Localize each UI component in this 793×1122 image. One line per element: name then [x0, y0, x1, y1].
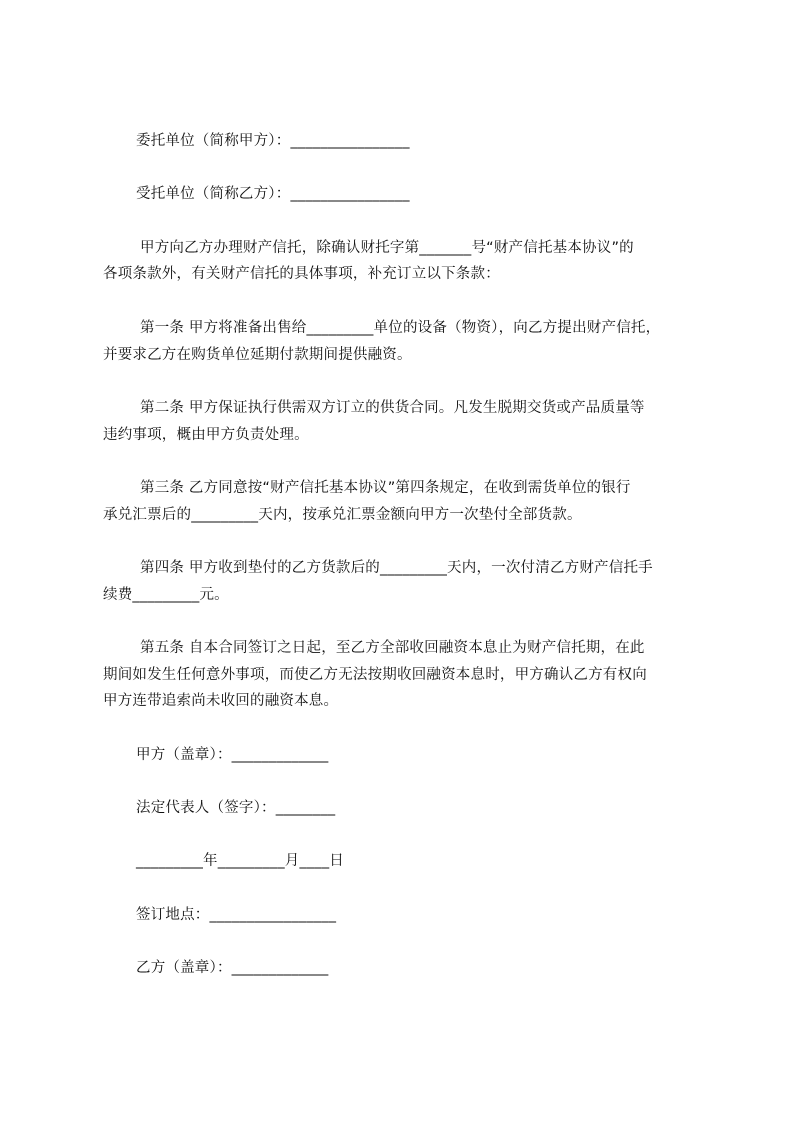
party-a-seal-line: 甲方（盖章）：_____________ [136, 747, 329, 763]
article-2-line-1: 第二条 甲方保证执行供需双方订立的供货合同。凡发生脱期交货或产品质量等 [140, 400, 645, 416]
article-5-line-3: 甲方连带追索尚未收回的融资本息。 [103, 693, 339, 709]
place-line: 签订地点：_________________ [136, 907, 337, 923]
article-2-line-2: 违约事项，概由甲方负责处理。 [103, 427, 309, 443]
intro-line-2: 各项条款外，有关财产信托的具体事项，补充订立以下条款： [103, 266, 500, 282]
article-3-line-1: 第三条 乙方同意按“财产信托基本协议”第四条规定，在收到需货单位的银行 [140, 480, 631, 496]
article-1-line-1: 第一条 甲方将准备出售给_________单位的设备（物资），向乙方提出财产信托， [140, 320, 661, 336]
article-4-line-2: 续费_________元。 [103, 587, 229, 603]
article-5-line-2: 期间如发生任何意外事项，而使乙方无法按期收回融资本息时，甲方确认乙方有权向 [103, 667, 647, 683]
article-4-line-1: 第四条 甲方收到垫付的乙方货款后的_________天内，一次付清乙方财产信托手 [140, 560, 653, 576]
article-1-line-2: 并要求乙方在购货单位延期付款期间提供融资。 [103, 347, 412, 363]
trustee-line [136, 184, 410, 204]
date-line: _________年_________月____日 [136, 853, 344, 869]
intro-line-1: 甲方向乙方办理财产信托，除确认财托字第_______号“财产信托基本协议”的 [140, 240, 634, 256]
legal-rep-line: 法定代表人（签字）：________ [136, 800, 336, 816]
trustee-blank: ________________ [290, 186, 410, 202]
client-label: 委托单位（简称甲方）： [136, 133, 291, 149]
client-blank: ________________ [290, 133, 410, 149]
party-b-seal-line: 乙方（盖章）：_____________ [136, 960, 329, 976]
trustee-label: 受托单位（简称乙方）： [136, 186, 291, 202]
client-line [136, 131, 410, 151]
article-5-line-1: 第五条 自本合同签订之日起，至乙方全部收回融资本息止为财产信托期，在此 [140, 640, 645, 656]
article-3-line-2: 承兑汇票后的_________天内，按承兑汇票金额向甲方一次垫付全部货款。 [103, 507, 582, 523]
